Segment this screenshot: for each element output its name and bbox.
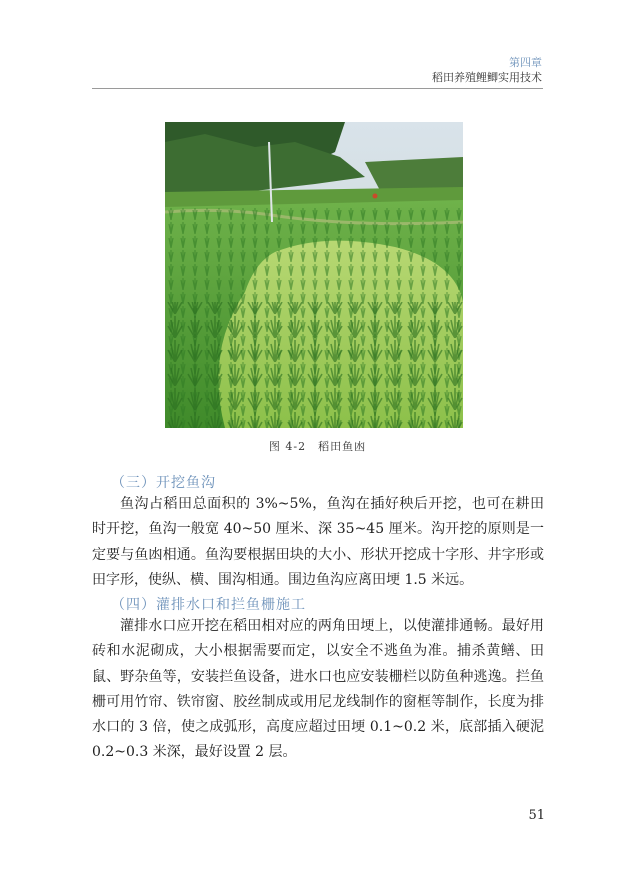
paragraph-fish-ditch: 鱼沟占稻田总面积的 3%~5%，鱼沟在插好秧后开挖，也可在耕田时开挖，鱼沟一般宽 40~50 厘米、深 35~45 厘米。沟开挖的原则是一定要与鱼凼相通。鱼沟要根据田块的大小、形状开挖成十字形、井字形或田字形，使纵、横、围沟相通。围边鱼沟应离田埂 1.5 米远。 bbox=[92, 496, 544, 588]
paragraph-water-inlet: 灌排水口应开挖在稻田相对应的两角田埂上，以使灌排通畅。最好用砖和水泥砌成，大小根据需要而定，以安全不逃鱼为准。捕杀黄鳝、田鼠、野杂鱼等，安装拦鱼设备，进水口也应安装栅栏以防鱼种逃逸。拦鱼栅可用竹帘、铁帘窗、胶丝制成或用尼龙线制作的窗框等制作，长度为排水口的 3 倍，使之成弧形，高度应超过田埂 0.1~0.2 米，底部插入硬泥 0.2~0.3 米深，最好设置 2 层。 bbox=[92, 618, 544, 761]
section-heading-water-inlet: （四）灌排水口和拦鱼栅施工 bbox=[111, 597, 306, 613]
book-title: 稻田养殖鲤鲫实用技术 bbox=[432, 71, 542, 84]
figure-caption: 图 4-2 稻田鱼凼 bbox=[268, 440, 367, 453]
chapter-label: 第四章 bbox=[509, 56, 542, 69]
running-header bbox=[432, 56, 542, 85]
header-rule bbox=[92, 88, 543, 89]
section-heading-fish-ditch: （三）开挖鱼沟 bbox=[111, 475, 216, 491]
rice-paddy-fish-pit-photo bbox=[165, 122, 463, 428]
page-number: 51 bbox=[528, 808, 545, 823]
